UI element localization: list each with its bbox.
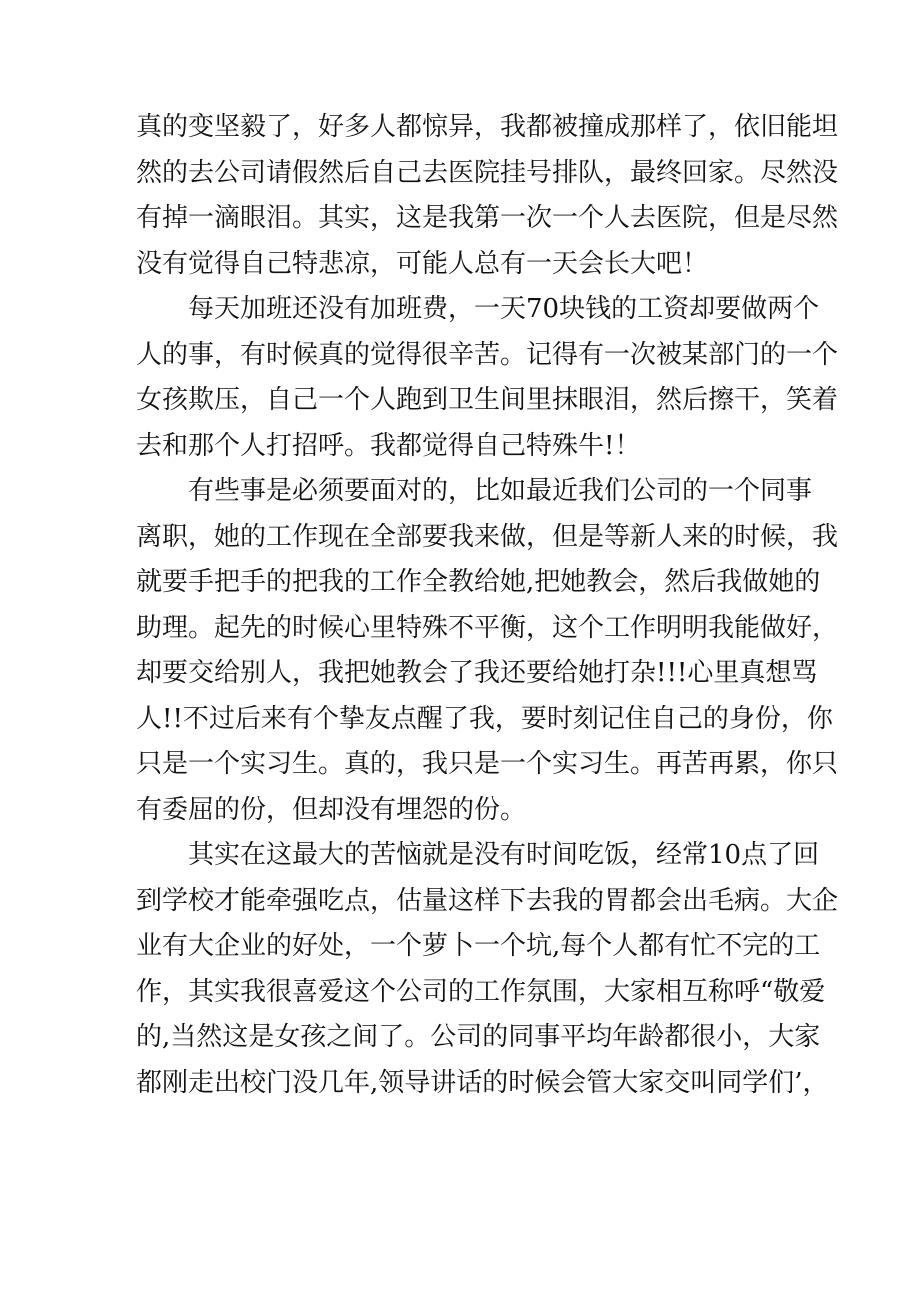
text-line: 到学校才能牵强吃点，估量这样下去我的胃都会出毛病。大企 — [136, 885, 839, 916]
text-line: 每天加班还没有加班费，一天70块钱的工资却要做两个 — [188, 294, 820, 324]
text-line: 人!!不过后来有个挚友点醒了我，要时刻记住自己的身份，你 — [136, 703, 833, 734]
text-line: 有掉一滴眼泪。其实，这是我第一次一个人去医院，但是尽然 — [136, 203, 839, 233]
paragraph-4 — [136, 833, 839, 1106]
text-line: 作，其实我很喜爱这个公司的工作氛围，大家相互称呼“敬爱 — [136, 976, 826, 1007]
text-line: 然的去公司请假然后自己去医院挂号排队，最终回家。尽然没 — [136, 157, 839, 188]
text-line: 业有大企业的好处，一个萝卜一个坑,每个人都有忙不完的工 — [136, 931, 821, 961]
text-line: 却要交给别人，我把她教会了我还要给她打杂!!!心里真想骂 — [136, 658, 818, 688]
text-line: 没有觉得自己特悲凉，可能人总有一天会长大吧！ — [136, 248, 709, 279]
text-line: 只是一个实习生。真的，我只是一个实习生。再苦再累，你只 — [136, 749, 839, 779]
paragraph-2 — [136, 287, 839, 469]
text-line: 其实在这最大的苦恼就是没有时间吃饭，经常10点了回 — [188, 840, 820, 870]
text-line: 就要手把手的把我的工作全教给她,把她教会，然后我做她的 — [136, 567, 821, 597]
text-line: 人的事，有时候真的觉得很辛苦。记得有一次被某部门的一个 — [136, 339, 839, 370]
text-line: 助理。起先的时候心里特殊不平衡，这个工作明明我能做好， — [136, 612, 839, 643]
body-text — [136, 105, 839, 1106]
text-line: 有些事是必须要面对的，比如最近我们公司的一个同事 — [188, 476, 813, 506]
text-line: 有委屈的份，但却没有埋怨的份。 — [136, 794, 527, 825]
text-line: 女孩欺压，自己一个人跑到卫生间里抹眼泪，然后擦干，笑着 — [136, 385, 839, 415]
text-line: 的,当然这是女孩之间了。公司的同事平均年龄都很小，大家 — [136, 1022, 821, 1052]
paragraph-1 — [136, 105, 839, 287]
text-line: 离职，她的工作现在全部要我来做，但是等新人来的时候，我 — [136, 521, 839, 552]
text-line: 都刚走出校门没几年,领导讲话的时候会管大家交叫同学们’， — [136, 1067, 829, 1098]
text-line: 去和那个人打招呼。我都觉得自己特殊牛!！ — [136, 430, 641, 461]
text-line: 真的变坚毅了，好多人都惊异，我都被撞成那样了，依旧能坦 — [136, 112, 839, 142]
paragraph-3 — [136, 469, 839, 833]
